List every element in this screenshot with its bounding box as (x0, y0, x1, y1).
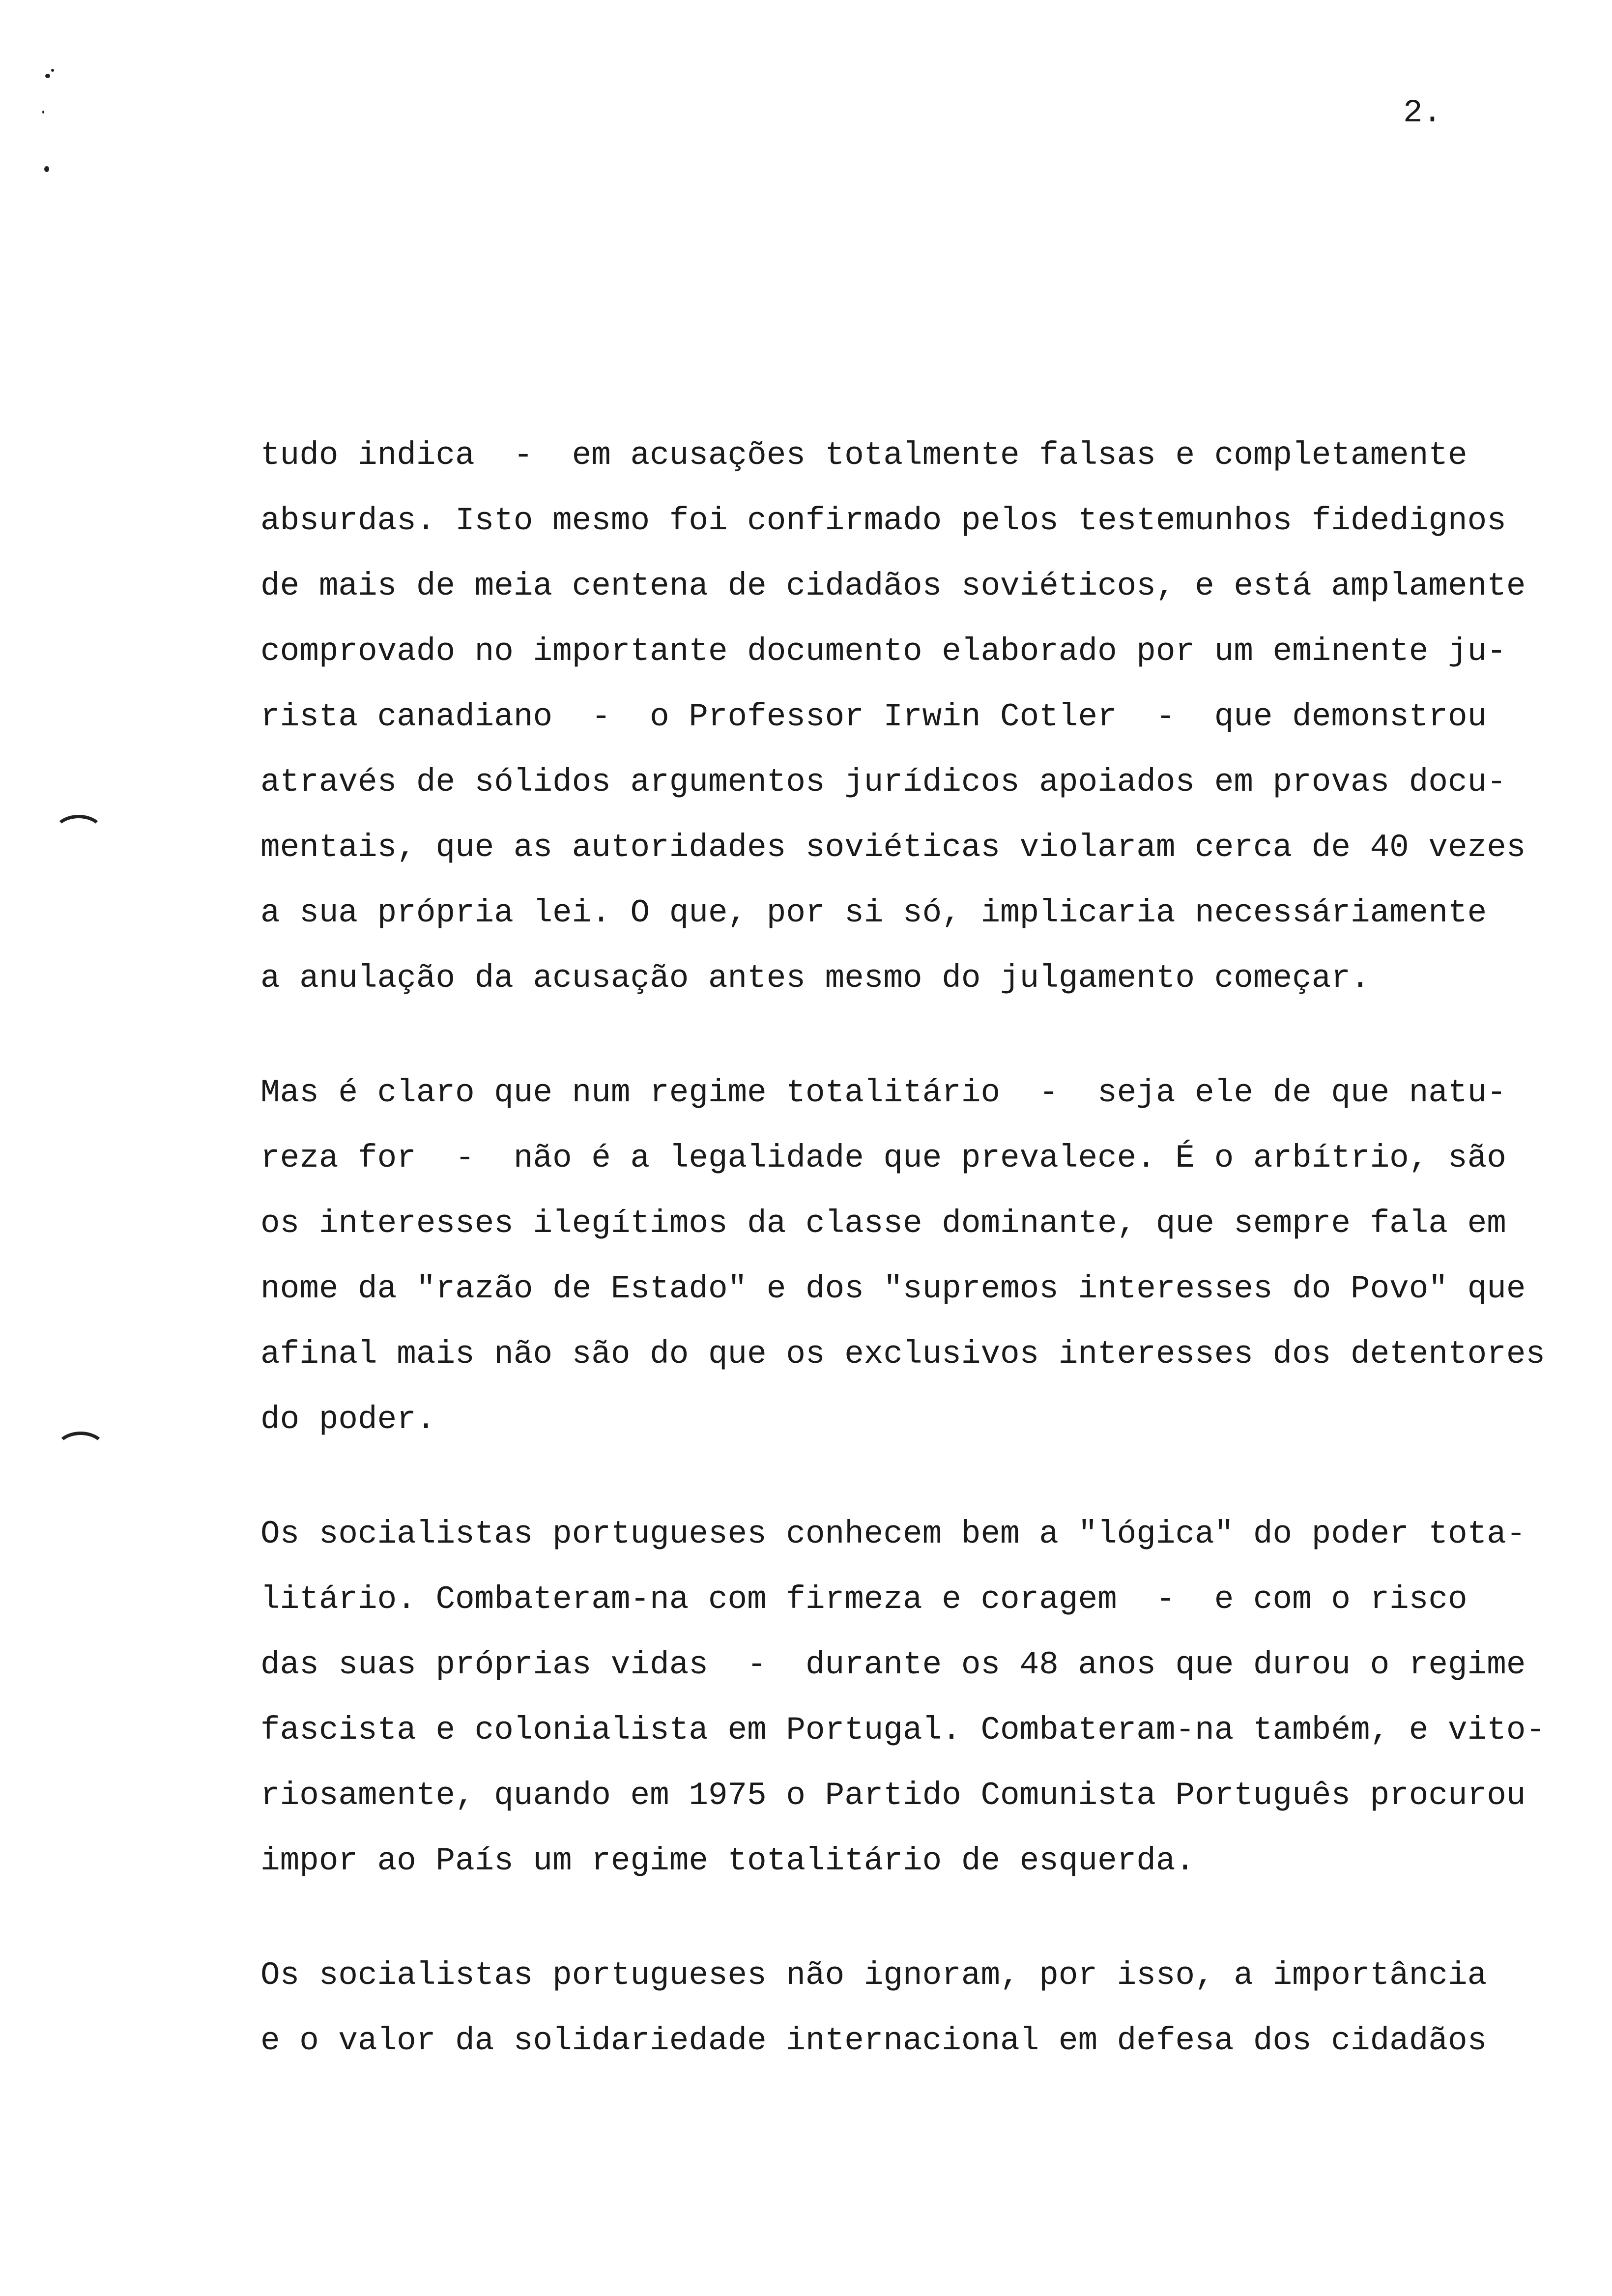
paragraph-spacer (260, 1452, 1587, 1501)
scan-speck (42, 111, 44, 114)
text-line: de mais de meia centena de cidadãos soviéticos, e está amplamente (260, 568, 1526, 604)
text-line: reza for - não é a legalidade que prevalece. É o arbítrio, são (260, 1140, 1506, 1177)
document-body (260, 423, 1587, 2073)
text-line: fascista e colonialista em Portugal. Combateram-na também, e vito- (260, 1712, 1546, 1749)
paragraph-4 (260, 1943, 1587, 2073)
text-line: a sua própria lei. O que, por si só, implicaria necessáriamente (260, 894, 1487, 931)
paragraph-2 (260, 1060, 1587, 1452)
text-line: rista canadiano - o Professor Irwin Cotler - que demonstrou (260, 698, 1487, 735)
text-line: Os socialistas portugueses conhecem bem a "lógica" do poder tota- (260, 1516, 1526, 1552)
punch-hole-mark (53, 815, 104, 851)
text-line: através de sólidos argumentos jurídicos apoiados em provas docu- (260, 764, 1506, 801)
scan-speck (44, 166, 49, 172)
punch-hole-mark (55, 1432, 106, 1468)
scan-speck (51, 69, 54, 72)
text-line: e o valor da solidariedade internacional em defesa dos cidadãos (260, 2022, 1487, 2059)
text-line: Os socialistas portugueses não ignoram, por isso, a importância (260, 1957, 1487, 1994)
paragraph-spacer (260, 1011, 1587, 1060)
text-line: a anulação da acusação antes mesmo do julgamento começar. (260, 960, 1370, 997)
paragraph-3 (260, 1501, 1587, 1894)
text-line: absurdas. Isto mesmo foi confirmado pelos testemunhos fidedignos (260, 502, 1506, 539)
text-line: mentais, que as autoridades soviéticas violaram cerca de 40 vezes (260, 829, 1526, 866)
text-line: tudo indica - em acusações totalmente falsas e completamente (260, 437, 1468, 474)
text-line: das suas próprias vidas - durante os 48 anos que durou o regime (260, 1646, 1526, 1683)
scan-speck (45, 74, 50, 78)
text-line: os interesses ilegítimos da classe dominante, que sempre fala em (260, 1205, 1506, 1242)
text-line: impor ao País um regime totalitário de esquerda. (260, 1842, 1195, 1879)
page-number: 2. (1403, 94, 1442, 131)
text-line: afinal mais não são do que os exclusivos interesses dos detentores (260, 1336, 1546, 1373)
text-line: Mas é claro que num regime totalitário - seja ele de que natu- (260, 1074, 1506, 1111)
paragraph-spacer (260, 1894, 1587, 1943)
paragraph-1 (260, 423, 1587, 1011)
text-line: litário. Combateram-na com firmeza e coragem - e com o risco (260, 1581, 1468, 1618)
text-line: do poder. (260, 1401, 436, 1438)
text-line: comprovado no importante documento elaborado por um eminente ju- (260, 633, 1506, 670)
text-line: riosamente, quando em 1975 o Partido Comunista Português procurou (260, 1777, 1526, 1814)
text-line: nome da "razão de Estado" e dos "supremos interesses do Povo" que (260, 1270, 1526, 1307)
